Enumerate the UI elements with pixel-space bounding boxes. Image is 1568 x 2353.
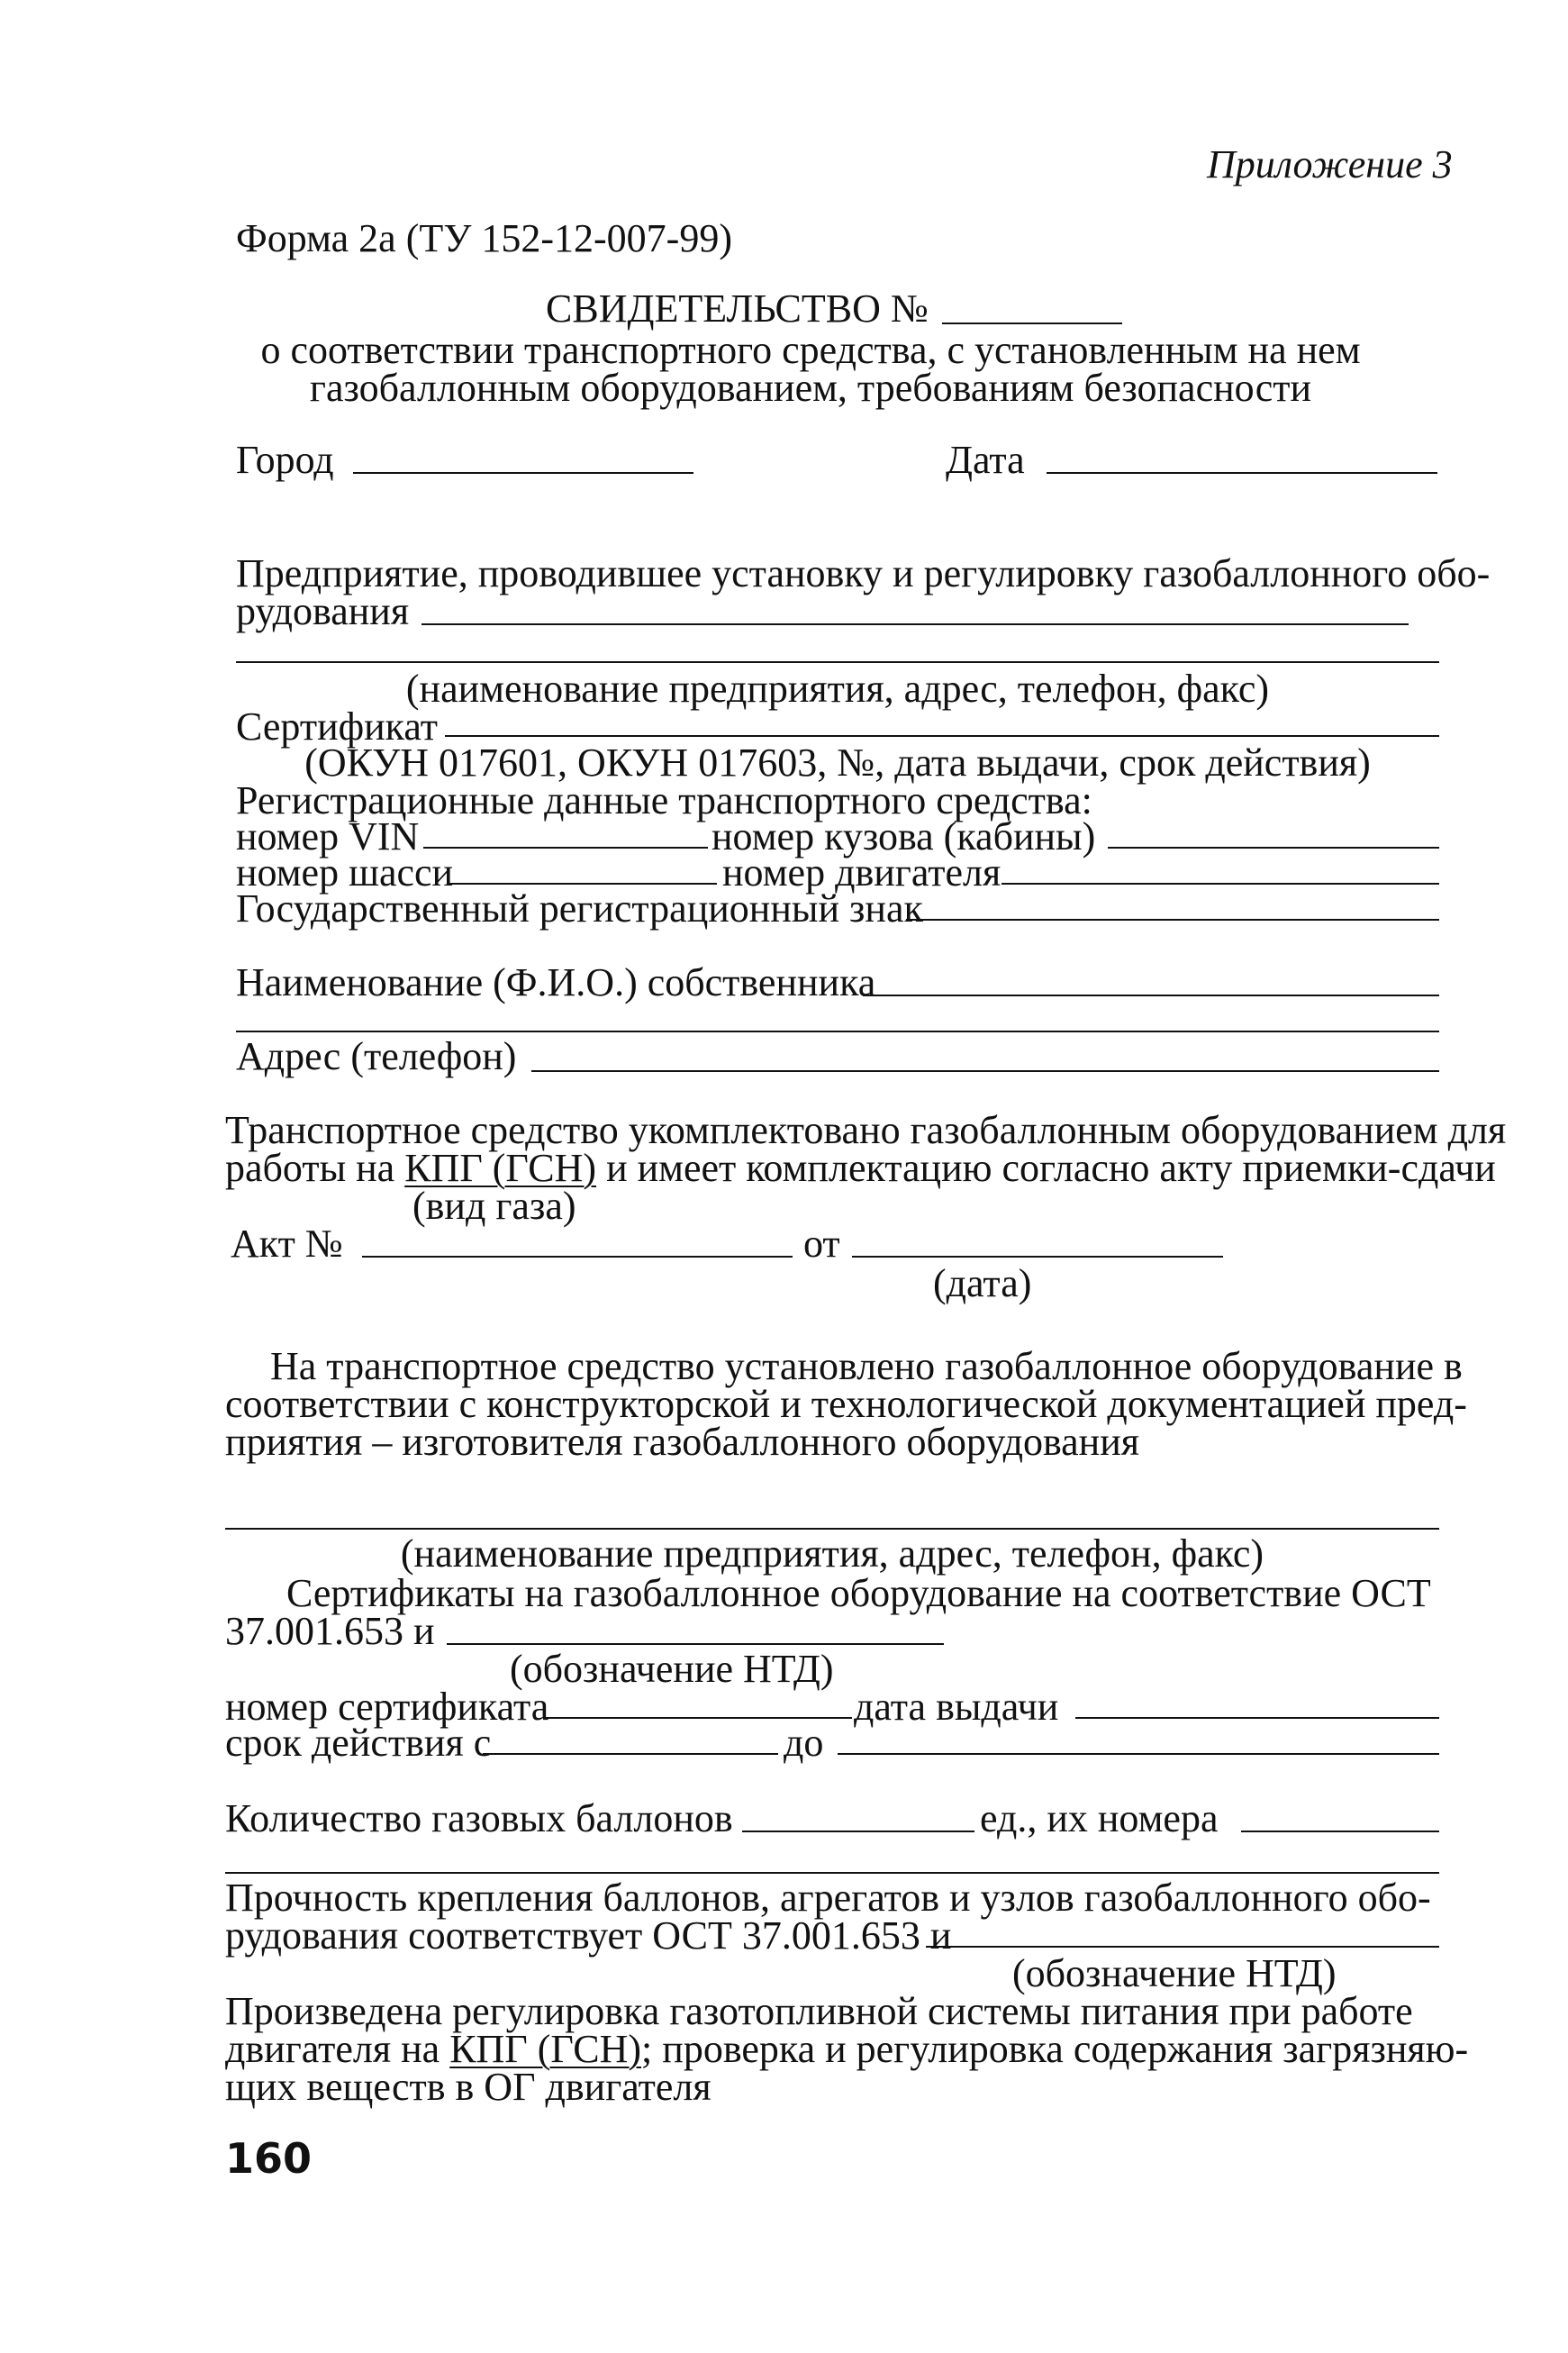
certificate-caption: (ОКУН 017601, ОКУН 017603, №, дата выдачи, срок действия) bbox=[304, 740, 1371, 785]
adjust-text-3: щих веществ в ОГ двигателя bbox=[225, 2065, 711, 2109]
cylinder-count-label: Количество газовых баллонов bbox=[225, 1796, 733, 1840]
cert-number-label: номер сертификата bbox=[225, 1685, 549, 1729]
installed-text-3: приятия – изготовителя газобаллонного оборудования bbox=[225, 1420, 1140, 1464]
act-from-label: от bbox=[803, 1222, 840, 1266]
owner-label: Наименование (Ф.И.О.) собственника bbox=[236, 960, 876, 1004]
certificate-number-blank[interactable] bbox=[942, 323, 1122, 324]
issue-date-field[interactable] bbox=[1075, 1717, 1439, 1719]
enterprise-field-2[interactable] bbox=[236, 661, 1439, 663]
vin-label: номер VIN bbox=[236, 814, 420, 859]
valid-to-field[interactable] bbox=[838, 1753, 1439, 1755]
enterprise-text-1: Предприятие, проводившее установку и регулировку газобаллонного обо- bbox=[236, 551, 1491, 595]
engine-number-label: номер двигателя bbox=[722, 850, 1002, 895]
page-number: 160 bbox=[225, 2134, 313, 2183]
certs-text-2: 37.001.653 и bbox=[225, 1609, 435, 1653]
appendix-label: Приложение 3 bbox=[1207, 142, 1453, 186]
certificate-field[interactable] bbox=[445, 735, 1439, 737]
form-label: Форма 2а (ТУ 152-12-007-99) bbox=[236, 216, 732, 260]
title-subtitle-2: газобаллонным оборудованием, требованиям безопасности bbox=[309, 366, 1312, 410]
cert-number-field[interactable] bbox=[546, 1717, 852, 1719]
gas-type-caption: (вид газа) bbox=[412, 1184, 576, 1228]
enterprise-caption: (наименование предприятия, адрес, телефон, факс) bbox=[405, 667, 1270, 711]
plate-label: Государственный регистрационный знак bbox=[236, 886, 923, 931]
equipped-text-2-pre: работы на bbox=[225, 1146, 395, 1190]
chassis-field[interactable] bbox=[447, 883, 717, 885]
valid-from-field[interactable] bbox=[483, 1753, 778, 1755]
certificate-title: СВИДЕТЕЛЬСТВО № bbox=[546, 286, 929, 331]
owner-field-2[interactable] bbox=[236, 1031, 1439, 1032]
vin-field[interactable] bbox=[423, 847, 708, 849]
act-date-caption: (дата) bbox=[933, 1261, 1032, 1305]
equipped-text-1: Транспортное средство укомплектовано газобаллонным оборудованием для bbox=[225, 1108, 1507, 1152]
strength-ntd-caption: (обозначение НТД) bbox=[1012, 1951, 1337, 1995]
act-date-field[interactable] bbox=[852, 1256, 1223, 1258]
strength-text-2: рудования соответствует ОСТ 37.001.653 и bbox=[225, 1913, 952, 1958]
equipped-text-2-post: и имеет комплектацию согласно акту приемки-сдачи bbox=[606, 1146, 1496, 1190]
certs-text-1: Сертификаты на газобаллонное оборудование на соответствие ОСТ bbox=[286, 1571, 1431, 1615]
enterprise-field[interactable] bbox=[421, 623, 1409, 625]
act-number-field[interactable] bbox=[362, 1256, 793, 1258]
registration-data-label: Регистрационные данные транспортного средства: bbox=[236, 778, 1092, 822]
gas-type: КПГ (ГСН) bbox=[404, 1146, 597, 1190]
manufacturer-caption: (наименование предприятия, адрес, телефон, факс) bbox=[400, 1531, 1264, 1576]
cylinder-numbers-field[interactable] bbox=[1241, 1831, 1439, 1832]
engine-number-field[interactable] bbox=[1002, 883, 1439, 885]
cylinder-units-label: ед., их номера bbox=[980, 1796, 1219, 1840]
valid-to-label: до bbox=[784, 1721, 824, 1765]
body-number-field[interactable] bbox=[1108, 847, 1439, 849]
cylinder-count-field[interactable] bbox=[742, 1831, 974, 1832]
installed-text-1: На транспортное средство установлено газобаллонное оборудование в bbox=[270, 1344, 1463, 1388]
city-label: Город bbox=[236, 438, 334, 482]
address-field[interactable] bbox=[531, 1070, 1439, 1072]
body-number-label: номер кузова (кабины) bbox=[711, 814, 1096, 859]
date-label: Дата bbox=[946, 438, 1025, 482]
certificate-label: Сертификат bbox=[236, 704, 438, 749]
city-field[interactable] bbox=[353, 472, 693, 474]
cylinder-numbers-field-2[interactable] bbox=[225, 1872, 1439, 1874]
certs-ntd-caption: (обозначение НТД) bbox=[510, 1647, 834, 1691]
strength-ntd-field[interactable] bbox=[926, 1946, 1439, 1948]
manufacturer-field[interactable] bbox=[225, 1528, 1439, 1530]
chassis-label: номер шасси bbox=[236, 850, 454, 895]
strength-text-1: Прочность крепления баллонов, агрегатов и узлов газобаллонного обо- bbox=[225, 1876, 1431, 1920]
adjust-text-2-post: ; проверка и регулировка содержания загрязняю- bbox=[641, 2027, 1469, 2071]
valid-from-label: срок действия с bbox=[225, 1721, 492, 1765]
address-label: Адрес (телефон) bbox=[236, 1034, 517, 1078]
title-subtitle-1: о соответствии транспортного средства, с установленным на нем bbox=[260, 328, 1361, 372]
adjust-gas-type: КПГ (ГСН) bbox=[449, 2027, 642, 2071]
enterprise-text-2: рудования bbox=[236, 589, 410, 633]
act-label: Акт № bbox=[231, 1222, 343, 1266]
certs-ntd-field[interactable] bbox=[447, 1643, 944, 1645]
owner-field[interactable] bbox=[863, 995, 1439, 996]
adjust-text-2-pre: двигателя на bbox=[225, 2027, 440, 2071]
plate-field[interactable] bbox=[906, 919, 1439, 921]
adjust-text-1: Произведена регулировка газотопливной системы питания при работе bbox=[225, 1989, 1413, 2033]
date-field[interactable] bbox=[1047, 472, 1437, 474]
issue-date-label: дата выдачи bbox=[854, 1685, 1059, 1729]
installed-text-2: соответствии с конструкторской и технологической документацией пред- bbox=[225, 1382, 1467, 1426]
